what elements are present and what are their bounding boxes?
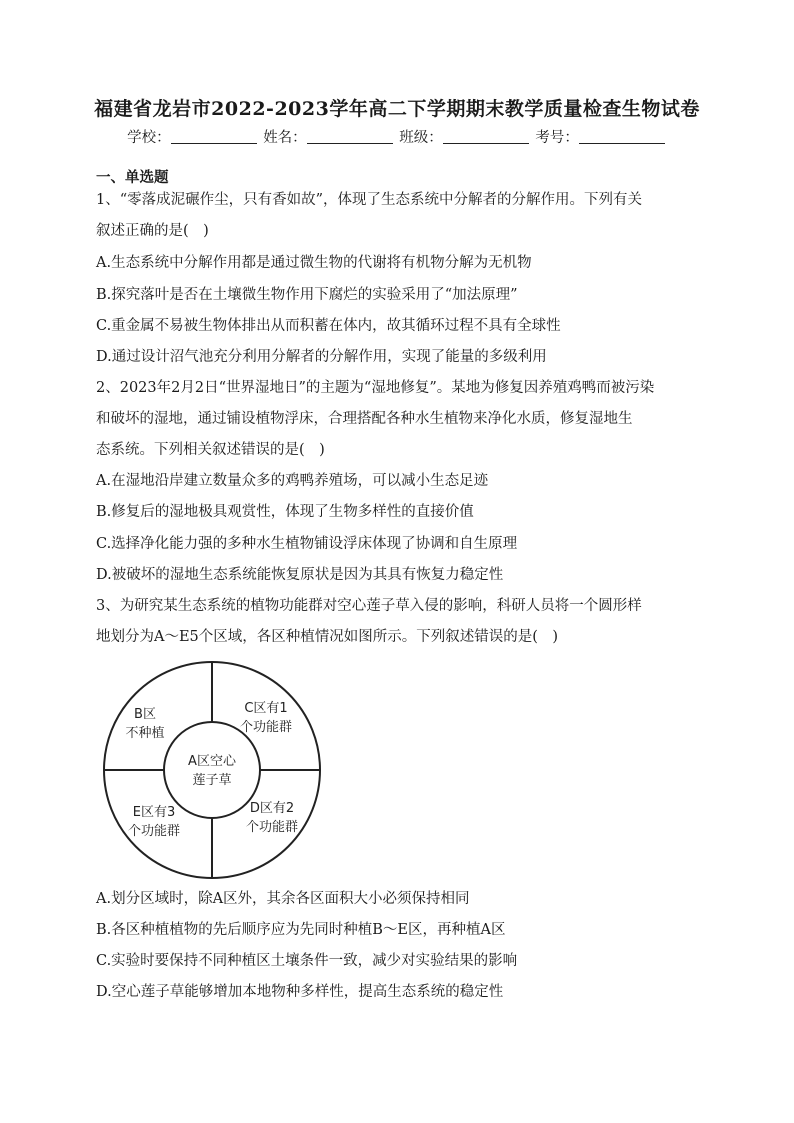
- q1-option-a: A.生态系统中分解作用都是通过微生物的代谢将有机物分解为无机物: [96, 255, 532, 271]
- q1-option-b: B.探究落叶是否在土壤微生物作用下腐烂的实验采用了“加法原理”: [96, 287, 518, 303]
- student-info-row: [0, 126, 794, 147]
- section-heading: 一、单选题: [96, 169, 169, 186]
- q1-option-d: D.通过设计沼气池充分利用分解者的分解作用，实现了能量的多级利用: [96, 349, 547, 365]
- q2-option-c: C.选择净化能力强的多种水生植物铺设浮床体现了协调和自生原理: [96, 536, 518, 552]
- zone-c-label: 个功能群: [239, 720, 293, 735]
- inner-circle: [164, 722, 260, 818]
- zone-e-label: E区有3: [132, 805, 176, 820]
- q3-option-a: A.划分区域时，除A区外，其余各区面积大小必须保持相同: [96, 891, 470, 907]
- q2-stem-line: 2、2023年2月2日“世界湿地日”的主题为“湿地修复”。某地为修复因养殖鸡鸭而被污染: [96, 380, 655, 396]
- info-label-class: 班级：: [399, 130, 443, 146]
- plot-zone-diagram: [96, 654, 328, 886]
- zone-c-label: C区有1: [244, 701, 288, 716]
- page-title: 福建省龙岩市2022-2023学年高二下学期期末教学质量检查生物试卷: [94, 98, 700, 120]
- zone-d-label: D区有2: [249, 801, 295, 816]
- zone-a-label: A区空心: [188, 754, 236, 769]
- zone-a-label: 莲子草: [192, 773, 232, 788]
- info-label-exam-number: 考号：: [535, 130, 579, 146]
- q3-stem-line: 地划分为A～E5个区域，各区种植情况如图所示。下列叙述错误的是( ): [96, 629, 559, 645]
- q2-stem-line: 态系统。下列相关叙述错误的是( ): [96, 442, 325, 458]
- name-blank[interactable]: [307, 129, 393, 144]
- q1-stem-line: 1、“零落成泥碾作尘，只有香如故”，体现了生态系统中分解者的分解作用。下列有关: [96, 192, 643, 208]
- info-label-name: 姓名：: [263, 130, 307, 146]
- q1-option-c: C.重金属不易被生物体排出从而积蓄在体内，故其循环过程不具有全球性: [96, 318, 561, 334]
- exam-number-blank[interactable]: [579, 129, 665, 144]
- q2-option-a: A.在湿地沿岸建立数量众多的鸡鸭养殖场，可以减小生态足迹: [96, 473, 489, 489]
- zone-b-label: B区: [134, 707, 156, 722]
- q2-stem-line: 和破坏的湿地，通过铺设植物浮床，合理搭配各种水生植物来净化水质，修复湿地生: [96, 411, 633, 427]
- q3-option-c: C.实验时要保持不同种植区土壤条件一致，减少对实验结果的影响: [96, 953, 518, 969]
- q3-option-d: D.空心莲子草能够增加本地物种多样性，提高生态系统的稳定性: [96, 984, 504, 1000]
- zone-b-label: 不种植: [125, 726, 165, 741]
- class-blank[interactable]: [443, 129, 529, 144]
- info-label-school: 学校：: [127, 130, 171, 146]
- q3-stem-line: 3、为研究某生态系统的植物功能群对空心莲子草入侵的影响，科研人员将一个圆形样: [96, 598, 642, 614]
- zone-d-label: 个功能群: [245, 820, 299, 835]
- q2-option-b: B.修复后的湿地极具观赏性，体现了生物多样性的直接价值: [96, 504, 474, 520]
- school-blank[interactable]: [171, 129, 257, 144]
- q2-option-d: D.被破坏的湿地生态系统能恢复原状是因为其具有恢复力稳定性: [96, 567, 504, 583]
- q3-option-b: B.各区种植植物的先后顺序应为先同时种植B～E区，再种植A区: [96, 922, 506, 938]
- zone-e-label: 个功能群: [127, 824, 181, 839]
- q1-stem-line: 叙述正确的是( ): [96, 223, 209, 239]
